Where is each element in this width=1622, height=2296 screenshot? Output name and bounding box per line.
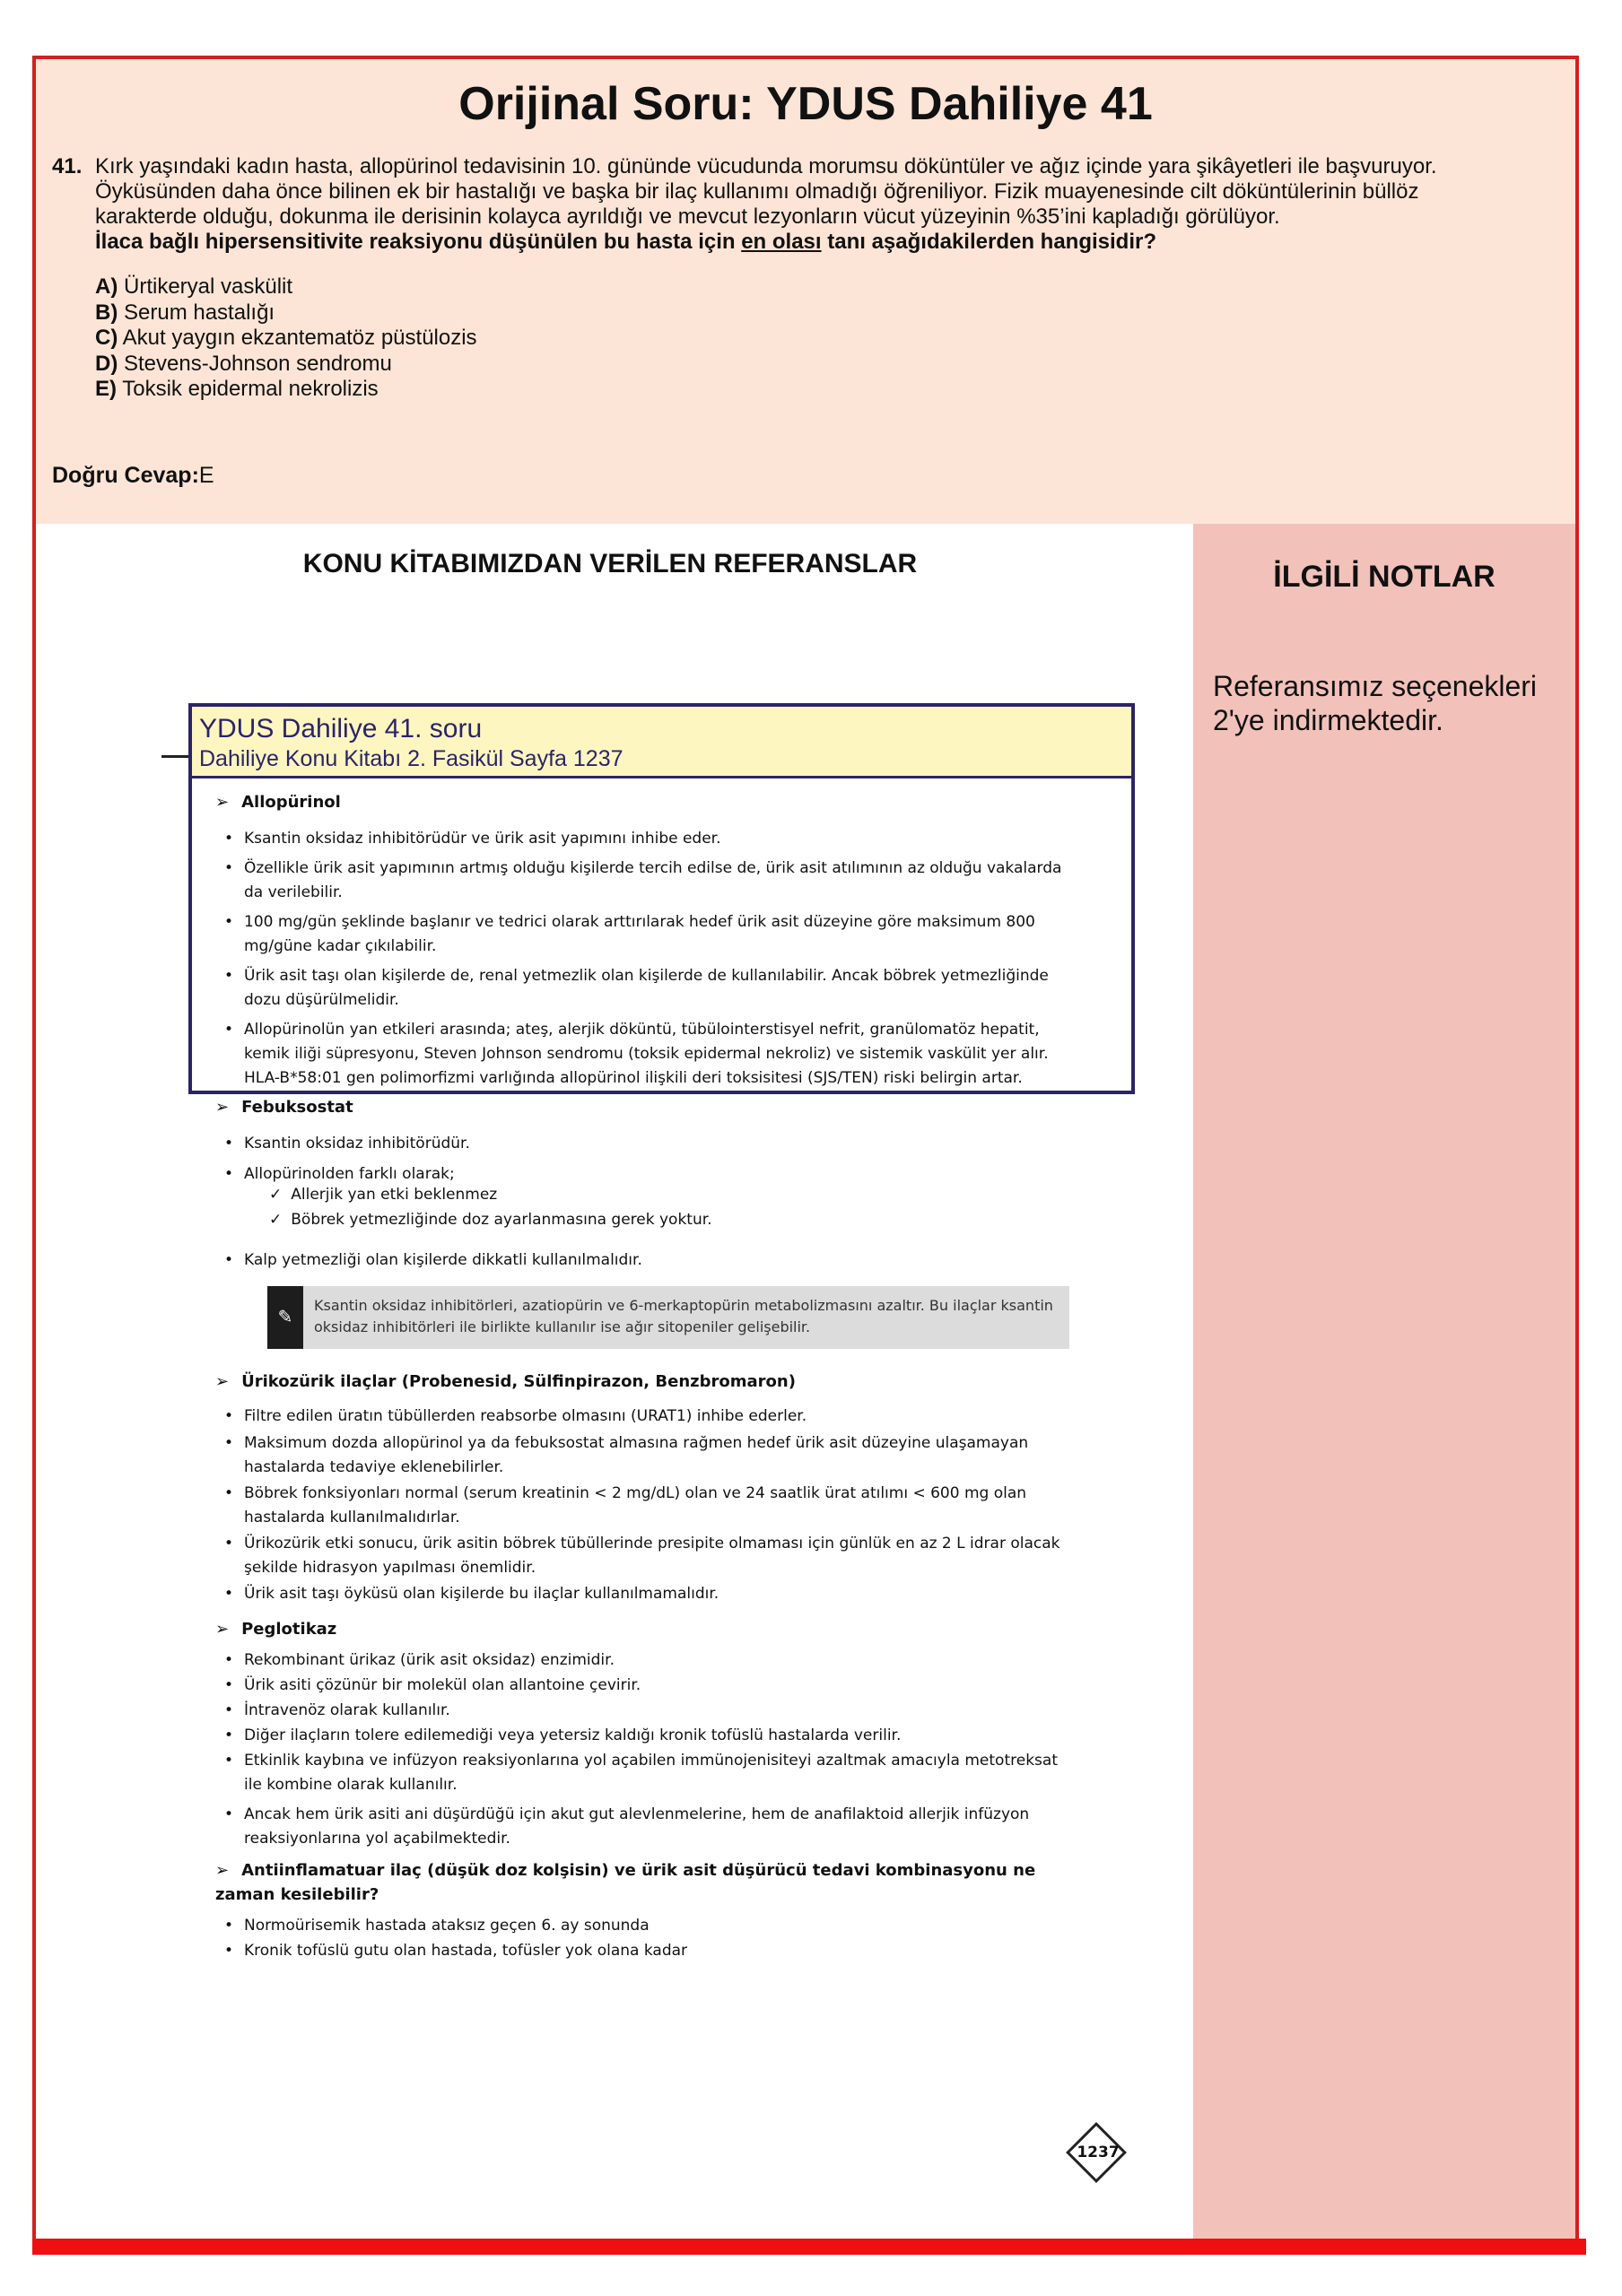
list-item: • Ksantin oksidaz inhibitörüdür. [244,1132,1069,1156]
list-item: • Allopürinolden farklı olarak; [244,1162,1069,1187]
question-number: 41. [52,154,83,178]
page-number: 1237 [1077,2144,1120,2161]
option-d[interactable]: D) Stevens-Johnson sendromu [95,351,392,376]
reference-heading: KONU KİTABIMIZDAN VERİLEN REFERANSLAR [302,549,918,578]
list-item: • Böbrek fonksiyonları normal (serum kreatinin < 2 mg/dL) olan ve 24 saatlik ürat atılımı < 600 mg olan hastalarda kullanılmalıdırlar. [244,1482,1069,1530]
options-list [95,274,1523,403]
note-box [267,1286,1069,1349]
check-item: ✓ Böbrek yetmezliğinde doz ayarlanmasına gerek yoktur. [269,1211,712,1229]
pencil-icon: ✎ [267,1286,303,1349]
section-febuksostat: ➢ Febuksostat [215,1098,353,1117]
correct-answer: Doğru Cevap:E [52,463,214,488]
notes-text: Referansımız seçenekleri 2'ye indirmektedir. [1213,670,1538,736]
section-urikozurik: ➢ Ürikozürik ilaçlar (Probenesid, Sülfinpirazon, Benzbromaron) [215,1372,796,1391]
note-text: Ksantin oksidaz inhibitörleri, azatiopürin ve 6-merkaptopürin metabolizmasını azaltır. Bu ilaçlar ksantin oksidaz inhibitörleri ile birlikte kullanılır ise ağır sitopeniler gelişebilir. [314,1297,1053,1335]
option-b[interactable]: B) Serum hastalığı [95,300,275,325]
connector-line [161,755,190,758]
section-kombinasyon: ➢ Antiinflamatuar ilaç (düşük doz kolşisin) ve ürik asit düşürücü tedavi kombinasyonu ne zaman kesilebilir? [215,1858,1068,1907]
list-item: • Diğer ilaçların tolere edilemediği veya yetersiz kaldığı kronik tofüslü hastalarda verilir. [244,1724,1069,1748]
reference-box-header [192,707,1131,778]
list-item: • 100 mg/gün şeklinde başlanır ve tedrici olarak arttırılarak hedef ürik asit düzeyine göre maksimum 800 mg/güne kadar çıkılabilir. [244,910,1069,959]
option-e[interactable]: E) Toksik epidermal nekrolizis [95,377,379,401]
reference-box-title: YDUS Dahiliye 41. soru [199,714,483,744]
question-body [52,154,1523,403]
notes-title: İLGİLİ NOTLAR [1273,560,1496,594]
section-allopurinol: ➢ Allopürinol [215,793,341,812]
list-item: • Ancak hem ürik asiti ani düşürdüğü için akut gut alevlenmelerine, hem de anafilaktoid allerjik infüzyon reaksiyonlarına yol açabilmektedir. [244,1803,1069,1851]
list-item: • Maksimum dozda allopürinol ya da febuksostat almasına rağmen hedef ürik asit düzeyine ulaşamayan hastalarda tedaviye eklenebilirler. [244,1431,1069,1480]
list-item: • İntravenöz olarak kullanılır. [244,1699,1069,1723]
list-item: • Ürikozürik etki sonucu, ürik asitin böbrek tübüllerinde presipite olmaması için günlük en az 2 L idrar olacak şekilde hidrasyon yapılması önemlidir. [244,1532,1069,1580]
list-item: • Etkinlik kaybına ve infüzyon reaksiyonlarına yol açabilen immünojenisiteyi azaltmak amacıyla metotreksat ile kombine olarak kullanılır. [244,1749,1069,1797]
list-item: • Özellikle ürik asit yapımının artmış olduğu kişilerde tercih edilse de, ürik asit atılımının az olduğu vakalarda da verilebilir. [244,857,1069,905]
list-item: • Ksantin oksidaz inhibitörüdür ve ürik asit yapımını inhibe eder. [244,827,1069,851]
list-item: • Normoürisemik hastada ataksız geçen 6. ay sonunda [244,1914,1069,1938]
question-panel [36,59,1575,524]
notes-panel [1193,524,1575,2239]
list-item: • Ürik asit taşı öyküsü olan kişilerde bu ilaçlar kullanılmamalıdır. [244,1582,1069,1606]
list-item: • Ürik asit taşı olan kişilerde de, renal yetmezlik olan kişilerde de kullanılabilir. Ancak böbrek yetmezliğinde dozu düşürülmelidir. [244,964,1069,1013]
question-text: Kırk yaşındaki kadın hasta, allopürinol tedavisinin 10. gününde vücudunda morumsu döküntüler ve ağız içinde yara şikâyetleri ile başvuruyor. Öyküsünden daha önce bilinen ek bir hastalığı ve başka bir ilaç kullanımı olmadığı öğreniliyor. Fizik muayenesinde cilt döküntülerinin büllöz karakterde olduğu, dokunma ile derisinin kolayca ayrıldığı ve mevcut lezyonların vücut yüzeyinin %35’ini kapladığı görülüyor. [95,154,1437,229]
bottom-bar [32,2239,1586,2255]
list-item: • Filtre edilen üratın tübüllerden reabsorbe olmasını (URAT1) inhibe ederler. [244,1405,1069,1429]
option-c[interactable]: C) Akut yaygın ekzantematöz püstülozis [95,326,477,350]
list-item: • Kalp yetmezliği olan kişilerde dikkatli kullanılmalıdır. [244,1248,1069,1273]
list-item: • Ürik asiti çözünür bir molekül olan allantoine çevirir. [244,1674,1069,1698]
check-item: ✓ Allerjik yan etki beklenmez [269,1186,497,1204]
list-item: • Rekombinant ürikaz (ürik asit oksidaz) enzimidir. [244,1648,1069,1673]
list-item: • Kronik tofüslü gutu olan hastada, tofüsler yok olana kadar [244,1939,1069,1963]
reference-box-subtitle: Dahiliye Konu Kitabı 2. Fasikül Sayfa 1237 [199,746,624,771]
question-prompt: İlaca bağlı hipersensitivite reaksiyonu düşünülen bu hasta için en olası tanı aşağıdakilerden hangisidir? [95,230,1157,254]
section-peglotikaz: ➢ Peglotikaz [215,1620,336,1639]
option-a[interactable]: A) Ürtikeryal vaskülit [95,274,293,299]
list-item: • Allopürinolün yan etkileri arasında; ateş, alerjik döküntü, tübülointerstisyel nefrit, granülomatöz hepatit, kemik iliği süpresyonu, Steven Johnson sendromu (toksik epidermal nekroliz) ve sistemik vaskülit yer alır. HLA-B*58:01 gen polimorfizmi varlığında allopürinol ilişkili deri toksisitesi (SJS/TEN) riski belirgin artar. [244,1018,1069,1091]
question-title: Orijinal Soru: YDUS Dahiliye 41 [458,78,1153,130]
